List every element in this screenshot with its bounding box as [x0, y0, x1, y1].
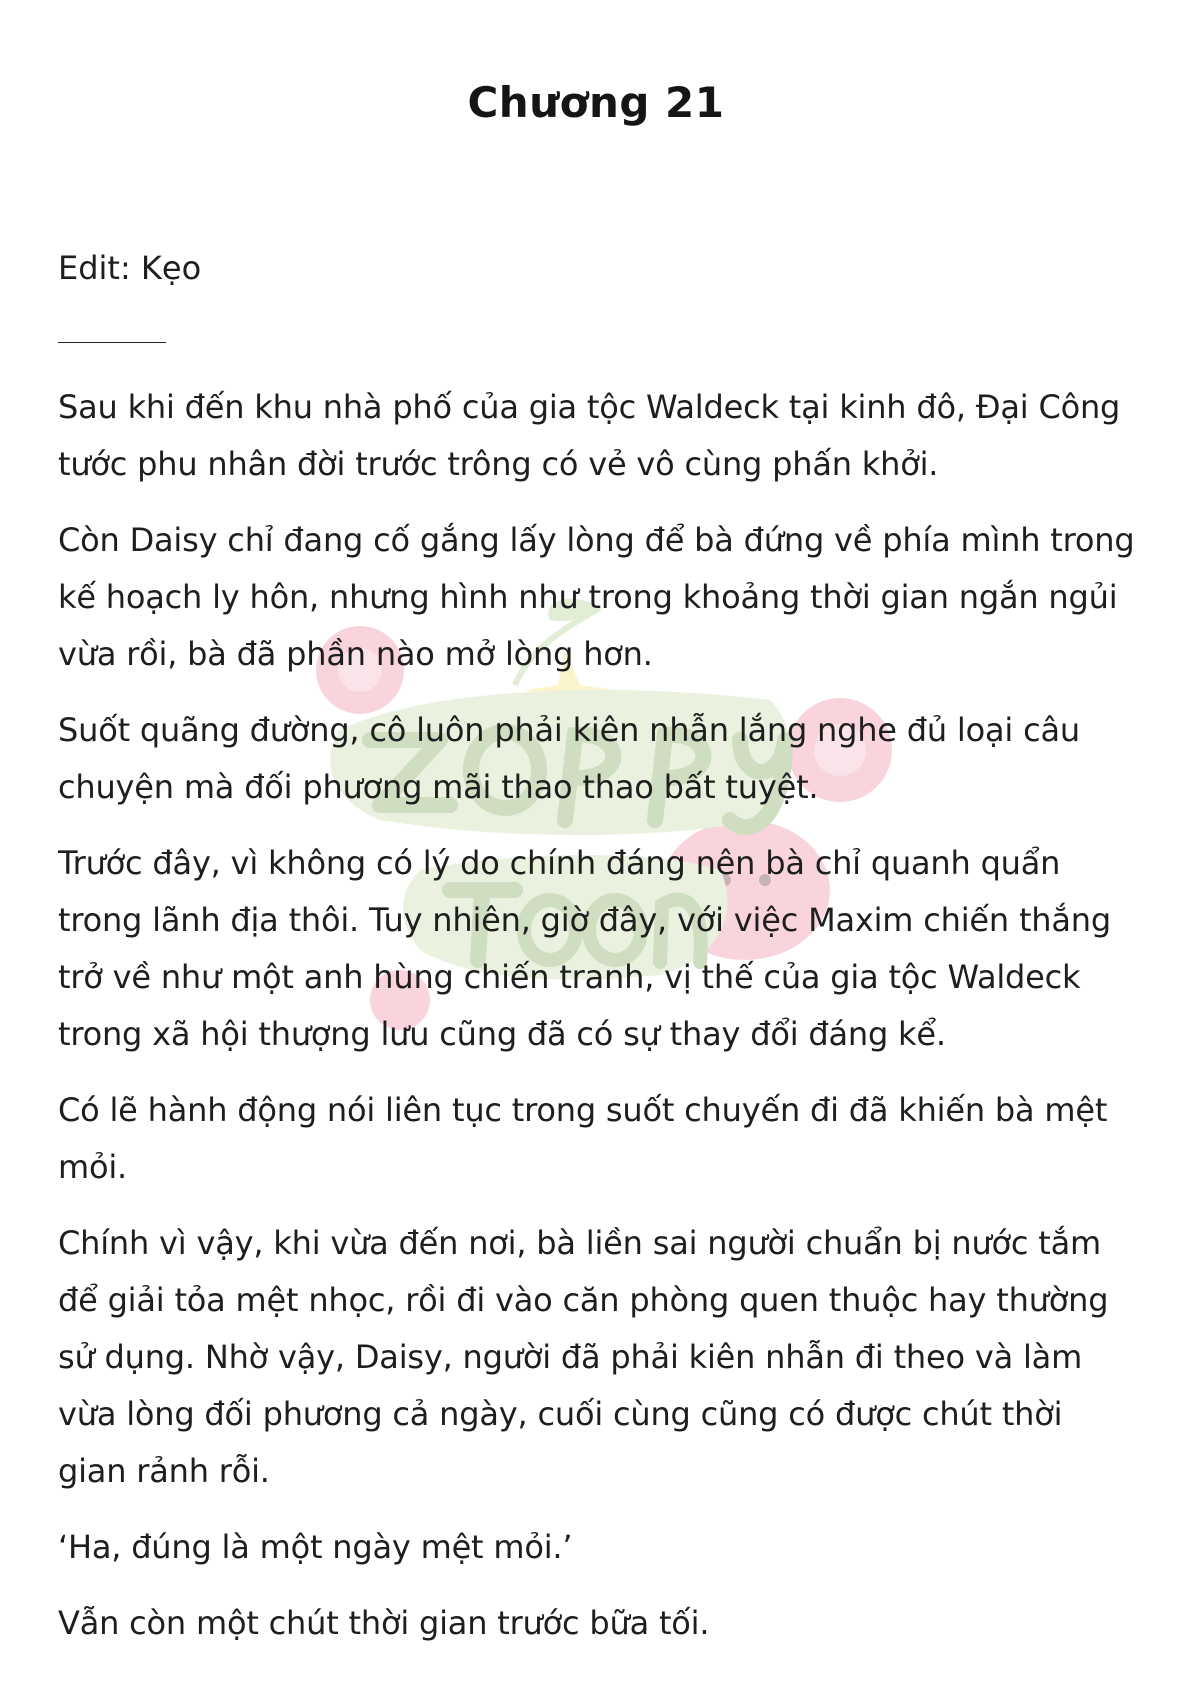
- paragraph: Trước đây, vì không có lý do chính đáng nên bà chỉ quanh quẩn trong lãnh địa thôi. Tuy nhiên, giờ đây, với việc Maxim chiến thắng trở về như một anh hùng chiến tranh, vị thế của gia tộc Waldeck trong xã hội thượng lưu cũng đã có sự thay đổi đáng kể.: [58, 844, 1111, 1053]
- editor-credit: Edit: Kẹo: [58, 249, 202, 287]
- paragraph-list: [58, 379, 1138, 1652]
- paragraph: Suốt quãng đường, cô luôn phải kiên nhẫn lắng nghe đủ loại câu chuyện mà đối phương mãi thao thao bất tuyệt.: [58, 711, 1080, 806]
- chapter-body: [58, 244, 1138, 1671]
- paragraph: Chính vì vậy, khi vừa đến nơi, bà liền sai người chuẩn bị nước tắm để giải tỏa mệt nhọc, rồi đi vào căn phòng quen thuộc hay thường sử dụng. Nhờ vậy, Daisy, người đã phải kiên nhẫn đi theo và làm vừa lòng đối phương cả ngày, cuối cùng cũng có được chút thời gian rảnh rỗi.: [58, 1224, 1109, 1490]
- paragraph: Còn Daisy chỉ đang cố gắng lấy lòng để bà đứng về phía mình trong kế hoạch ly hôn, nhưng hình như trong khoảng thời gian ngắn ngủi vừa rồi, bà đã phần nào mở lòng hơn.: [58, 521, 1135, 673]
- paragraph: Có lẽ hành động nói liên tục trong suốt chuyến đi đã khiến bà mệt mỏi.: [58, 1091, 1108, 1186]
- paragraph: Vẫn còn một chút thời gian trước bữa tối.: [58, 1604, 710, 1642]
- paragraph: Sau khi đến khu nhà phố của gia tộc Waldeck tại kinh đô, Đại Công tước phu nhân đời trước trông có vẻ vô cùng phấn khởi.: [58, 388, 1121, 483]
- chapter-title: Chương 21: [467, 78, 725, 127]
- paragraph: ‘Ha, đúng là một ngày mệt mỏi.’: [58, 1528, 573, 1566]
- divider-line: [58, 342, 166, 343]
